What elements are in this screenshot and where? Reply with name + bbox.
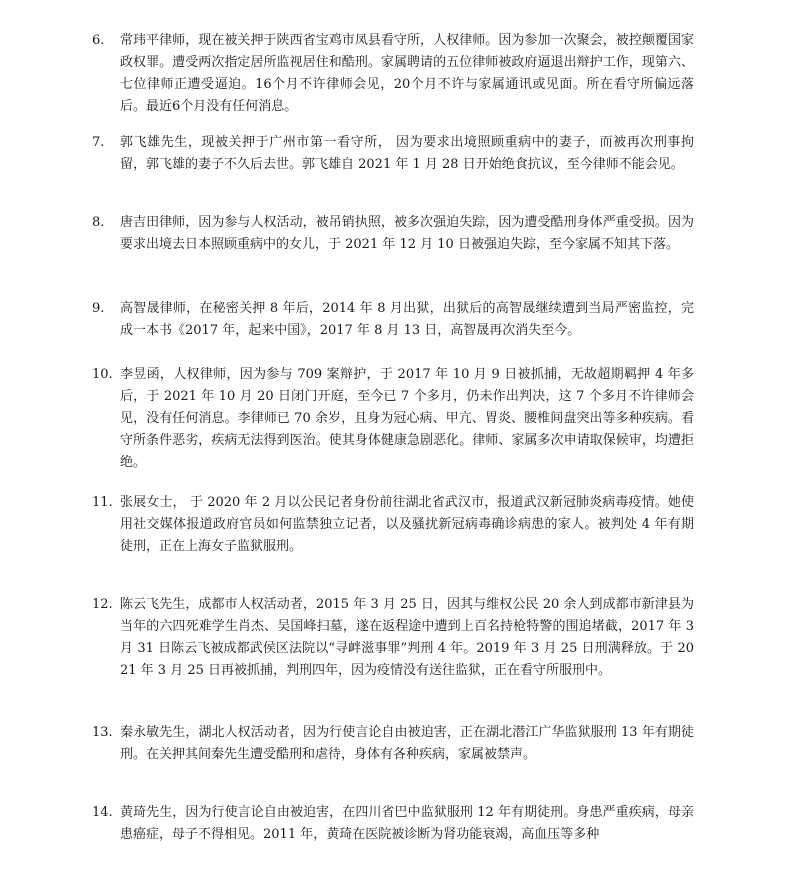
list-item	[92, 802, 694, 846]
item-number: 13.	[92, 725, 113, 740]
item-number: 12.	[92, 597, 113, 612]
item-text: 郭飞雄先生，现被关押于广州市第一看守所， 因为要求出境照顾重病中的妻子，而被再次刑事拘留，郭飞雄的妻子不久后去世。郭飞雄自 2021 年 1 月 28 日开始绝食抗议，至今律师不能会见。	[120, 135, 694, 172]
item-text: 陈云飞先生，成都市人权活动者，2015 年 3 月 25 日，因其与维权公民 20 余人到成都市新津县为当年的六四死难学生肖杰、吴国峰扫墓，遂在返程途中遭到上百名持枪特警的围追堵截，2017 年 3 月 31 日陈云飞被成都武侯区法院以“寻衅滋事罪”判刑 4 年。2019 年 3 月 25 日刑满释放。于 2021 年 3 月 25 日再被抓捕，判刑四年，因为疫情没有送往监狱，正在看守所服刑中。	[120, 597, 694, 678]
list-item	[92, 594, 694, 682]
list-item	[92, 298, 694, 342]
item-text: 常玮平律师，现在被关押于陕西省宝鸡市凤县看守所，人权律师。因为参加一次聚会，被控颠覆国家政权罪。遭受两次指定居所监视居住和酷刑。家属聘请的五位律师被政府逼退出辩护工作，现第六、七位律师正遭受逼迫。16个月不许律师会见，20个月不许与家属通讯或见面。所在看守所偏远落后。最近6个月没有任何消息。	[120, 33, 694, 114]
item-text: 唐吉田律师，因为参与人权活动，被吊销执照，被多次强迫失踪，因为遭受酷刑身体严重受损。因为要求出境去日本照顾重病中的女儿，于 2021 年 12 月 10 日被强迫失踪，至今家属不知其下落。	[120, 215, 694, 252]
list-item	[92, 364, 694, 474]
item-number: 11.	[92, 495, 113, 510]
item-number: 6.	[92, 33, 105, 48]
item-number: 9.	[92, 301, 105, 316]
item-text: 高智晟律师，在秘密关押 8 年后，2014 年 8 月出狱，出狱后的高智晟继续遭到当局严密监控，完成一本书《2017 年，起来中国》，2017 年 8 月 13 日，高智晟再次消失至今。	[120, 301, 694, 338]
item-text: 张展女士， 于 2020 年 2 月以公民记者身份前往湖北省武汉市，报道武汉新冠肺炎病毒疫情。她使用社交媒体报道政府官员如何监禁独立记者，以及骚扰新冠病毒确诊病患的家人。被判处 4 年有期徒刑，正在上海女子监狱服刑。	[120, 495, 694, 554]
list-item	[92, 492, 694, 558]
item-number: 8.	[92, 215, 105, 230]
list-item	[92, 30, 694, 118]
list-item	[92, 212, 694, 256]
item-text: 李昱函，人权律师，因为参与 709 案辩护，于 2017 年 10 月 9 日被抓捕，无故超期羁押 4 年多后，于 2021 年 10 月 20 日闭门开庭，至今已 7 个多月，仍未作出判决，这 7 个多月不许律师会见，没有任何消息。李律师已 70 余岁，且身为冠心病、甲亢、胃炎、腰椎间盘突出等多种疾病。看守所条件恶劣，疾病无法得到医治。使其身体健康急剧恶化。律师、家属多次申请取保候审，均遭拒绝。	[120, 367, 694, 470]
item-number: 7.	[92, 135, 105, 150]
item-number: 10.	[92, 367, 113, 382]
item-text: 黄琦先生，因为行使言论自由被迫害，在四川省巴中监狱服刑 12 年有期徒刑。身患严重疾病，母亲患癌症，母子不得相见。2011 年，黄琦在医院被诊断为肾功能衰竭，高血压等多种	[120, 805, 694, 842]
item-text: 秦永敏先生，湖北人权活动者，因为行使言论自由被迫害，正在湖北潜江广华监狱服刑 13 年有期徒刑。在关押其间秦先生遭受酷刑和虐待，身体有各种疾病，家属被禁声。	[120, 725, 694, 762]
list-item	[92, 132, 694, 176]
item-number: 14.	[92, 805, 113, 820]
list-item	[92, 722, 694, 766]
